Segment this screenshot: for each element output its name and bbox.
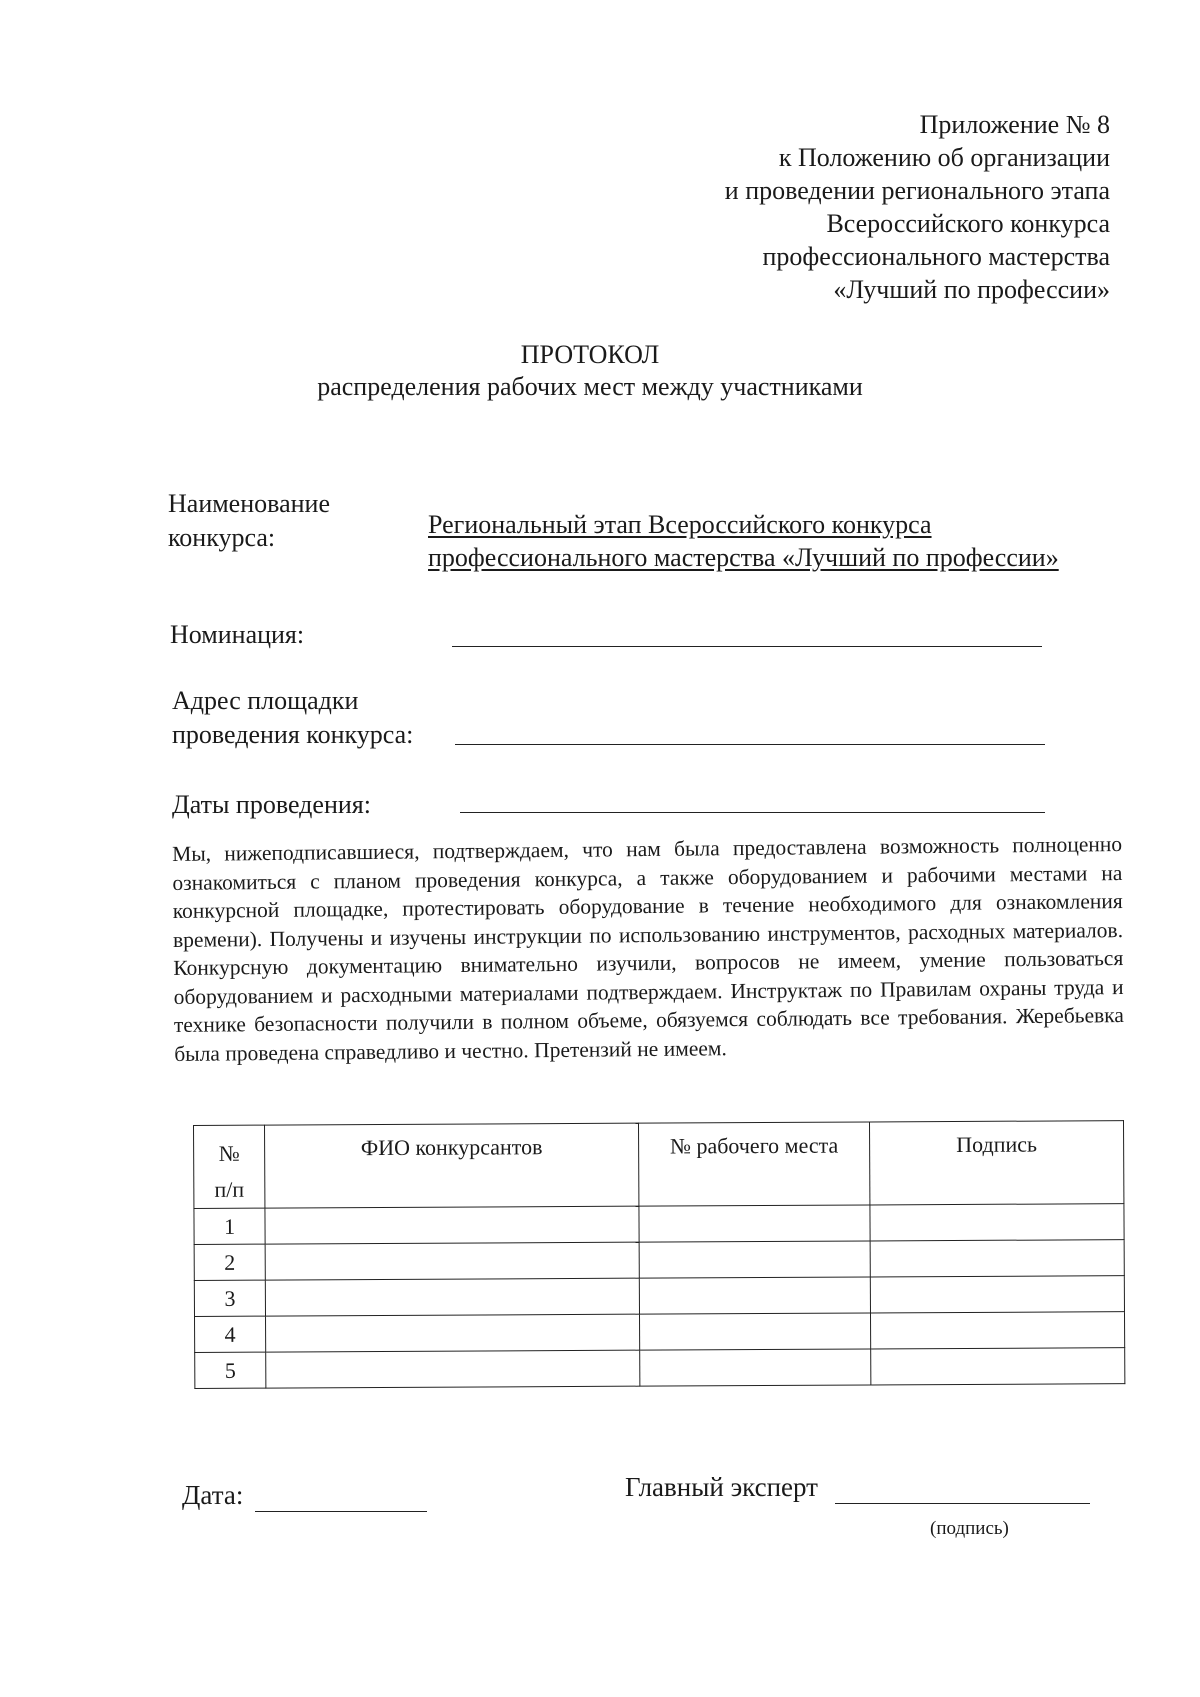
appendix-line: Приложение № 8 [919,110,1110,139]
fio-cell[interactable] [266,1314,640,1352]
table-row [195,1348,1125,1389]
document-subtitle: распределения рабочих мест между участниками [317,372,863,401]
address-field[interactable] [455,744,1045,745]
signature-cell[interactable] [870,1204,1124,1241]
row-number: 2 [194,1244,265,1280]
signature-cell[interactable] [871,1348,1125,1385]
appendix-line: профессионального мастерства [762,242,1110,271]
dates-label: Даты проведения: [172,790,371,819]
confirmation-paragraph: Мы, нижеподписавшиеся, подтверждаем, что нам была предоставлена возможность полноценно ознакомиться с планом проведения конкурса, а также оборудованием и рабочими местами на конкурсной площадке, протестировать оборудование в течение необходимого для ознакомления времени). Получены и изучены инструкции по использованию инструментов, расходных материалов. Конкурсную документацию внимательно изучили, вопросов не имеем, умение пользоваться оборудованием и расходными материалами подтверждаем. Инструктаж по Правилам охраны труда и технике безопасности получили в полном объеме, обязуемся соблюдать все требования. Жеребьевка была проведена справедливо и честно. Претензий не имеем. [172,832,1125,1066]
table-header-row [194,1121,1124,1209]
table-row [194,1240,1124,1281]
column-header-signature: Подпись [869,1121,1123,1205]
signature-hint: (подпись) [930,1518,1009,1539]
chief-expert-signature-field[interactable] [835,1503,1090,1504]
address-label [172,684,413,752]
workplace-cell[interactable] [639,1241,870,1278]
contest-name-line: профессионального мастерства «Лучший по профессии» [428,543,1059,572]
row-number: 4 [195,1316,266,1352]
dates-field[interactable] [460,812,1045,813]
workplace-cell[interactable] [640,1349,871,1386]
row-number: 1 [194,1208,265,1244]
chief-expert-label: Главный эксперт [625,1472,818,1502]
table-row [194,1204,1124,1245]
row-number: 5 [195,1352,266,1388]
appendix-line: и проведении регионального этапа [724,176,1110,205]
workplace-cell[interactable] [639,1277,870,1314]
table-row [194,1276,1124,1317]
contest-name-line: Региональный этап Всероссийского конкурса [428,510,932,539]
appendix-block [590,108,1110,306]
date-field[interactable] [255,1511,427,1512]
workplace-cell[interactable] [639,1313,870,1350]
contest-label-line: Наименование [168,489,330,518]
contest-name-value [428,508,1059,574]
fio-cell[interactable] [265,1242,639,1280]
contest-label-line: конкурса: [168,523,276,552]
date-label: Дата: [182,1480,244,1510]
document-title: ПРОТОКОЛ [520,340,660,369]
column-header-fio: ФИО конкурсантов [265,1123,639,1208]
fio-cell[interactable] [266,1350,640,1388]
participants-table [193,1120,1125,1389]
signature-cell[interactable] [870,1276,1124,1313]
nomination-label: Номинация: [170,620,305,649]
row-number: 3 [194,1280,265,1316]
workplace-cell[interactable] [639,1205,870,1242]
column-header-number: № п/п [194,1125,265,1208]
address-label-line: проведения конкурса: [172,720,414,749]
signature-cell[interactable] [870,1240,1124,1277]
appendix-line: Всероссийского конкурса [826,209,1110,238]
appendix-line: к Положению об организации [778,143,1110,172]
column-header-workplace: № рабочего места [638,1122,869,1206]
nomination-field[interactable] [452,646,1042,647]
fio-cell[interactable] [265,1278,639,1316]
table-row [195,1312,1125,1353]
fio-cell[interactable] [265,1206,639,1244]
appendix-line: «Лучший по профессии» [833,275,1110,304]
signature-cell[interactable] [870,1312,1124,1349]
address-label-line: Адрес площадки [172,686,359,715]
contest-label [168,487,330,555]
